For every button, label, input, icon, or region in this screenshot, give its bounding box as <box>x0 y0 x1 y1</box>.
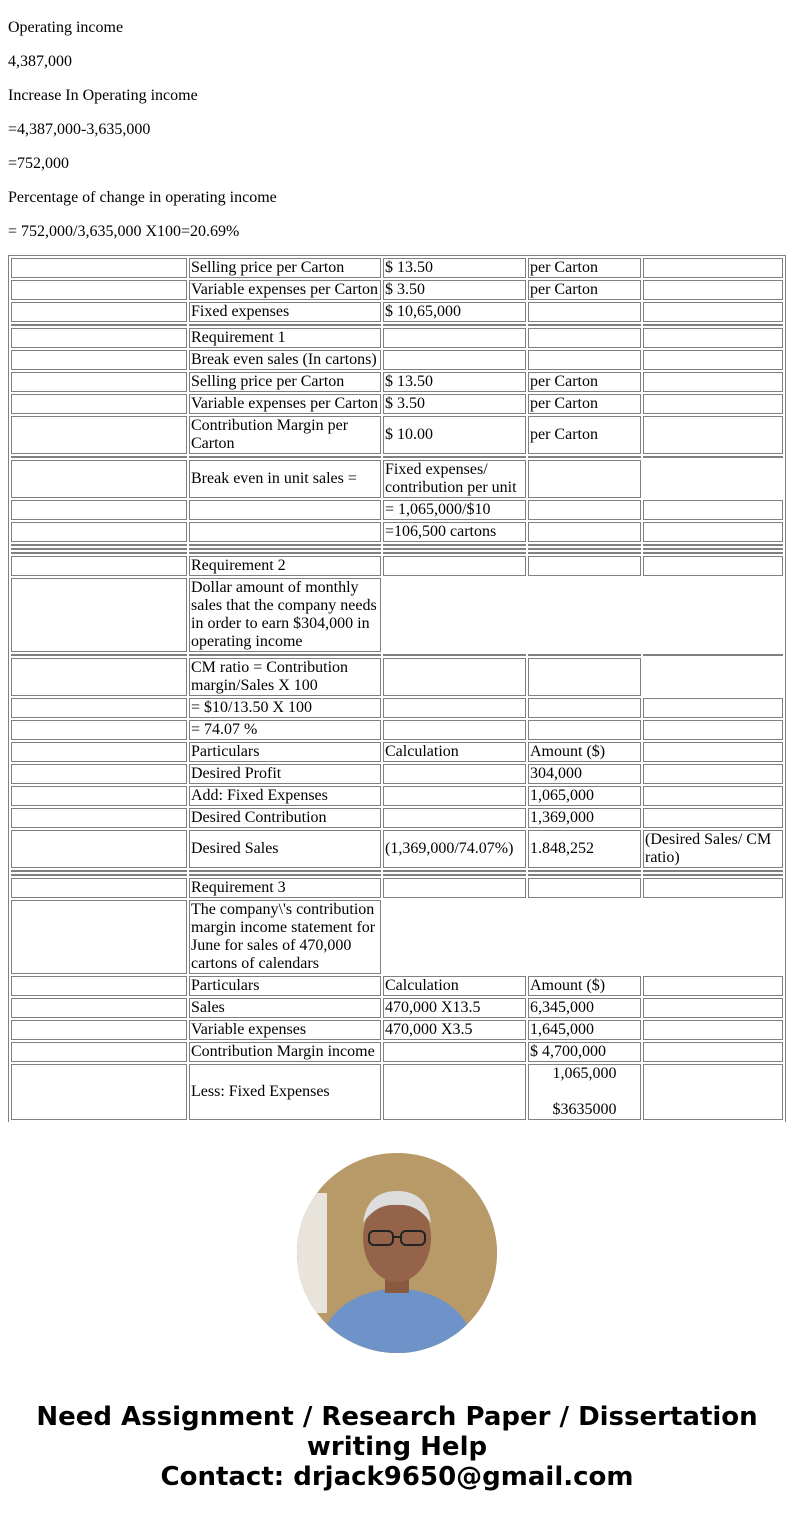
table-cell: Selling price per Carton <box>189 258 381 278</box>
table-cell <box>11 698 187 718</box>
separator-row <box>11 324 783 326</box>
table-row <box>11 764 783 784</box>
separator-cell <box>383 874 526 876</box>
table-row <box>11 258 783 278</box>
table-cell <box>11 1064 187 1120</box>
paragraph: =4,387,000-3,635,000 <box>8 121 151 138</box>
table-cell <box>383 698 526 718</box>
table-cell <box>643 302 783 322</box>
solution-table <box>8 255 786 1122</box>
table-cell: Desired Sales <box>189 830 381 868</box>
table-row <box>11 786 783 806</box>
table-cell <box>383 1064 526 1120</box>
table-row <box>11 556 783 576</box>
table-cell: $ 3.50 <box>383 280 526 300</box>
table-cell <box>11 1020 187 1040</box>
separator-cell <box>11 548 187 550</box>
table-cell <box>11 658 187 696</box>
table-cell: per Carton <box>528 258 641 278</box>
table-cell: Amount ($) <box>528 742 641 762</box>
table-row <box>11 698 783 718</box>
separator-cell <box>189 456 381 458</box>
table-cell <box>643 280 783 300</box>
table-cell <box>11 372 187 392</box>
separator-cell <box>383 552 526 554</box>
table-cell <box>643 328 783 348</box>
table-cell <box>528 658 641 696</box>
separator-cell <box>528 874 641 876</box>
separator-cell <box>643 654 783 656</box>
table-cell <box>643 786 783 806</box>
table-cell: $ 10,65,000 <box>383 302 526 322</box>
table-cell: 1,065,000 <box>528 786 641 806</box>
table-cell <box>643 976 783 996</box>
separator-cell <box>383 654 526 656</box>
table-cell: 1.848,252 <box>528 830 641 868</box>
table-cell: Amount ($) <box>528 976 641 996</box>
table-cell <box>11 720 187 740</box>
table-cell: Dollar amount of monthly sales that the company needs in order to earn $304,000 in operating income <box>189 578 381 652</box>
table-cell <box>383 720 526 740</box>
table-cell: Contribution Margin per Carton <box>189 416 381 454</box>
table-cell: Fixed expenses/ contribution per unit <box>383 460 526 498</box>
footer-ad <box>0 1402 794 1492</box>
table-cell <box>383 786 526 806</box>
separator-cell <box>11 870 187 872</box>
table-cell <box>643 1042 783 1062</box>
table-cell: per Carton <box>528 394 641 414</box>
table-cell <box>11 808 187 828</box>
table-row <box>11 1020 783 1040</box>
paragraph: 4,387,000 <box>8 53 72 70</box>
table-cell: Requirement 3 <box>189 878 381 898</box>
separator-cell <box>643 870 783 872</box>
table-row <box>11 372 783 392</box>
table-cell: 470,000 X13.5 <box>383 998 526 1018</box>
table-row <box>11 350 783 370</box>
table-cell: Sales <box>189 998 381 1018</box>
table-cell: Calculation <box>383 742 526 762</box>
separator-cell <box>528 870 641 872</box>
table-row <box>11 328 783 348</box>
table-cell: 470,000 X3.5 <box>383 1020 526 1040</box>
table-cell <box>11 394 187 414</box>
table-cell <box>11 900 187 974</box>
table-cell: 304,000 <box>528 764 641 784</box>
table-cell <box>383 764 526 784</box>
table-row <box>11 1064 783 1120</box>
table-cell: per Carton <box>528 372 641 392</box>
table-row <box>11 658 783 696</box>
table-cell: Desired Contribution <box>189 808 381 828</box>
table-cell: (1,369,000/74.07%) <box>383 830 526 868</box>
table-cell <box>643 720 783 740</box>
separator-cell <box>11 874 187 876</box>
table-cell <box>528 500 641 520</box>
separator-row <box>11 870 783 872</box>
table-cell: (Desired Sales/ CM ratio) <box>643 830 783 868</box>
table-row <box>11 976 783 996</box>
table-cell: 1,065,000 $3635000 <box>528 1064 641 1120</box>
paragraph: Increase In Operating income <box>8 87 198 104</box>
table-cell: Fixed expenses <box>189 302 381 322</box>
table-cell <box>383 808 526 828</box>
table-cell: Break even in unit sales = <box>189 460 381 498</box>
table-cell: $ 10.00 <box>383 416 526 454</box>
table-cell <box>11 830 187 868</box>
table-cell <box>383 1042 526 1062</box>
separator-cell <box>528 654 641 656</box>
table-cell <box>528 878 641 898</box>
table-cell: 1,645,000 <box>528 1020 641 1040</box>
table-cell: Variable expenses <box>189 1020 381 1040</box>
table-cell <box>643 698 783 718</box>
author-photo <box>297 1153 497 1353</box>
table-row <box>11 460 783 498</box>
table-cell <box>643 350 783 370</box>
table-cell <box>643 1064 783 1120</box>
table-cell <box>643 808 783 828</box>
table-cell <box>383 556 526 576</box>
table-cell: Requirement 1 <box>189 328 381 348</box>
table-cell <box>11 786 187 806</box>
table-cell <box>11 764 187 784</box>
table-cell: $ 13.50 <box>383 258 526 278</box>
table-cell <box>11 416 187 454</box>
table-cell <box>643 500 783 520</box>
table-cell <box>643 416 783 454</box>
table-cell: $ 3.50 <box>383 394 526 414</box>
table-cell: = $10/13.50 X 100 <box>189 698 381 718</box>
separator-cell <box>189 324 381 326</box>
table-row <box>11 742 783 762</box>
table-cell <box>11 258 187 278</box>
table-cell <box>643 522 783 542</box>
table-cell: Add: Fixed Expenses <box>189 786 381 806</box>
table-cell: Contribution Margin income <box>189 1042 381 1062</box>
table-row <box>11 830 783 868</box>
table-cell <box>11 742 187 762</box>
table-cell: = 1,065,000/$10 <box>383 500 526 520</box>
footer-help-text: Need Assignment / Research Paper / Dissertation writing Help <box>36 1402 758 1462</box>
separator-cell <box>189 654 381 656</box>
table-cell <box>11 998 187 1018</box>
table-cell <box>11 500 187 520</box>
separator-row <box>11 654 783 656</box>
separator-cell <box>189 874 381 876</box>
table-cell <box>189 500 381 520</box>
separator-cell <box>383 544 526 546</box>
paragraph: Operating income <box>8 19 124 36</box>
table-cell: $ 4,700,000 <box>528 1042 641 1062</box>
table-cell <box>643 998 783 1018</box>
table-cell: Variable expenses per Carton <box>189 280 381 300</box>
table-row <box>11 998 783 1018</box>
paragraph: = 752,000/3,635,000 X100=20.69% <box>8 223 240 240</box>
table-cell <box>528 302 641 322</box>
table-cell: Requirement 2 <box>189 556 381 576</box>
table-cell <box>11 280 187 300</box>
separator-cell <box>11 544 187 546</box>
table-cell <box>11 976 187 996</box>
table-cell <box>189 522 381 542</box>
separator-cell <box>383 324 526 326</box>
table-cell <box>528 328 641 348</box>
table-cell <box>383 658 526 696</box>
table-row <box>11 878 783 898</box>
table-cell <box>528 460 641 498</box>
table-cell <box>383 350 526 370</box>
table-cell <box>643 878 783 898</box>
table-cell <box>11 328 187 348</box>
table-cell <box>643 372 783 392</box>
table-row <box>11 720 783 740</box>
table-cell <box>11 578 187 652</box>
table-cell <box>11 460 187 498</box>
separator-cell <box>643 874 783 876</box>
table-row <box>11 808 783 828</box>
separator-cell <box>383 870 526 872</box>
table-cell <box>528 350 641 370</box>
separator-cell <box>383 456 526 458</box>
separator-cell <box>643 456 783 458</box>
table-cell <box>643 394 783 414</box>
table-cell: per Carton <box>528 416 641 454</box>
separator-row <box>11 544 783 546</box>
table-cell <box>11 302 187 322</box>
table-cell <box>11 350 187 370</box>
separator-cell <box>189 544 381 546</box>
separator-cell <box>11 654 187 656</box>
separator-row <box>11 874 783 876</box>
table-row <box>11 1042 783 1062</box>
table-row <box>11 280 783 300</box>
table-cell <box>643 556 783 576</box>
table-cell <box>11 522 187 542</box>
table-cell <box>383 328 526 348</box>
separator-row <box>11 456 783 458</box>
table-cell: $ 13.50 <box>383 372 526 392</box>
separator-cell <box>643 548 783 550</box>
separator-cell <box>189 552 381 554</box>
table-row <box>11 578 783 652</box>
table-cell <box>643 1020 783 1040</box>
table-row <box>11 522 783 542</box>
table-cell <box>643 764 783 784</box>
table-cell: =106,500 cartons <box>383 522 526 542</box>
separator-cell <box>11 456 187 458</box>
table-cell <box>528 522 641 542</box>
separator-cell <box>528 324 641 326</box>
table-cell <box>11 556 187 576</box>
table-row <box>11 394 783 414</box>
separator-cell <box>528 552 641 554</box>
table-cell: Desired Profit <box>189 764 381 784</box>
separator-cell <box>11 552 187 554</box>
separator-cell <box>643 544 783 546</box>
table-cell: Break even sales (In cartons) <box>189 350 381 370</box>
table-cell: Selling price per Carton <box>189 372 381 392</box>
table-cell <box>383 878 526 898</box>
table-cell: = 74.07 % <box>189 720 381 740</box>
table-cell: Calculation <box>383 976 526 996</box>
separator-cell <box>528 456 641 458</box>
table-cell <box>11 878 187 898</box>
separator-cell <box>11 324 187 326</box>
paragraph: =752,000 <box>8 155 70 172</box>
paragraph: Percentage of change in operating income <box>8 189 277 206</box>
table-cell: 1,369,000 <box>528 808 641 828</box>
table-row <box>11 900 783 974</box>
separator-cell <box>189 870 381 872</box>
table-cell <box>528 720 641 740</box>
table-row <box>11 500 783 520</box>
table-cell <box>11 1042 187 1062</box>
table-cell: Variable expenses per Carton <box>189 394 381 414</box>
table-cell: The company\'s contribution margin income statement for June for sales of 470,000 cartons of calendars <box>189 900 381 974</box>
table-cell: 6,345,000 <box>528 998 641 1018</box>
table-cell: Less: Fixed Expenses <box>189 1064 381 1120</box>
table-row <box>11 416 783 454</box>
separator-cell <box>528 548 641 550</box>
separator-cell <box>528 544 641 546</box>
table-cell <box>643 742 783 762</box>
paragraphs <box>8 19 786 241</box>
table-cell <box>528 698 641 718</box>
table-cell: CM ratio = Contribution margin/Sales X 100 <box>189 658 381 696</box>
separator-cell <box>383 548 526 550</box>
table-cell: Particulars <box>189 976 381 996</box>
footer-contact: Contact: drjack9650@gmail.com <box>160 1462 634 1492</box>
separator-row <box>11 548 783 550</box>
separator-cell <box>189 548 381 550</box>
table-cell: Particulars <box>189 742 381 762</box>
table-cell <box>528 556 641 576</box>
separator-row <box>11 552 783 554</box>
separator-cell <box>643 552 783 554</box>
table-row <box>11 302 783 322</box>
separator-cell <box>643 324 783 326</box>
table-cell <box>643 258 783 278</box>
table-cell: per Carton <box>528 280 641 300</box>
